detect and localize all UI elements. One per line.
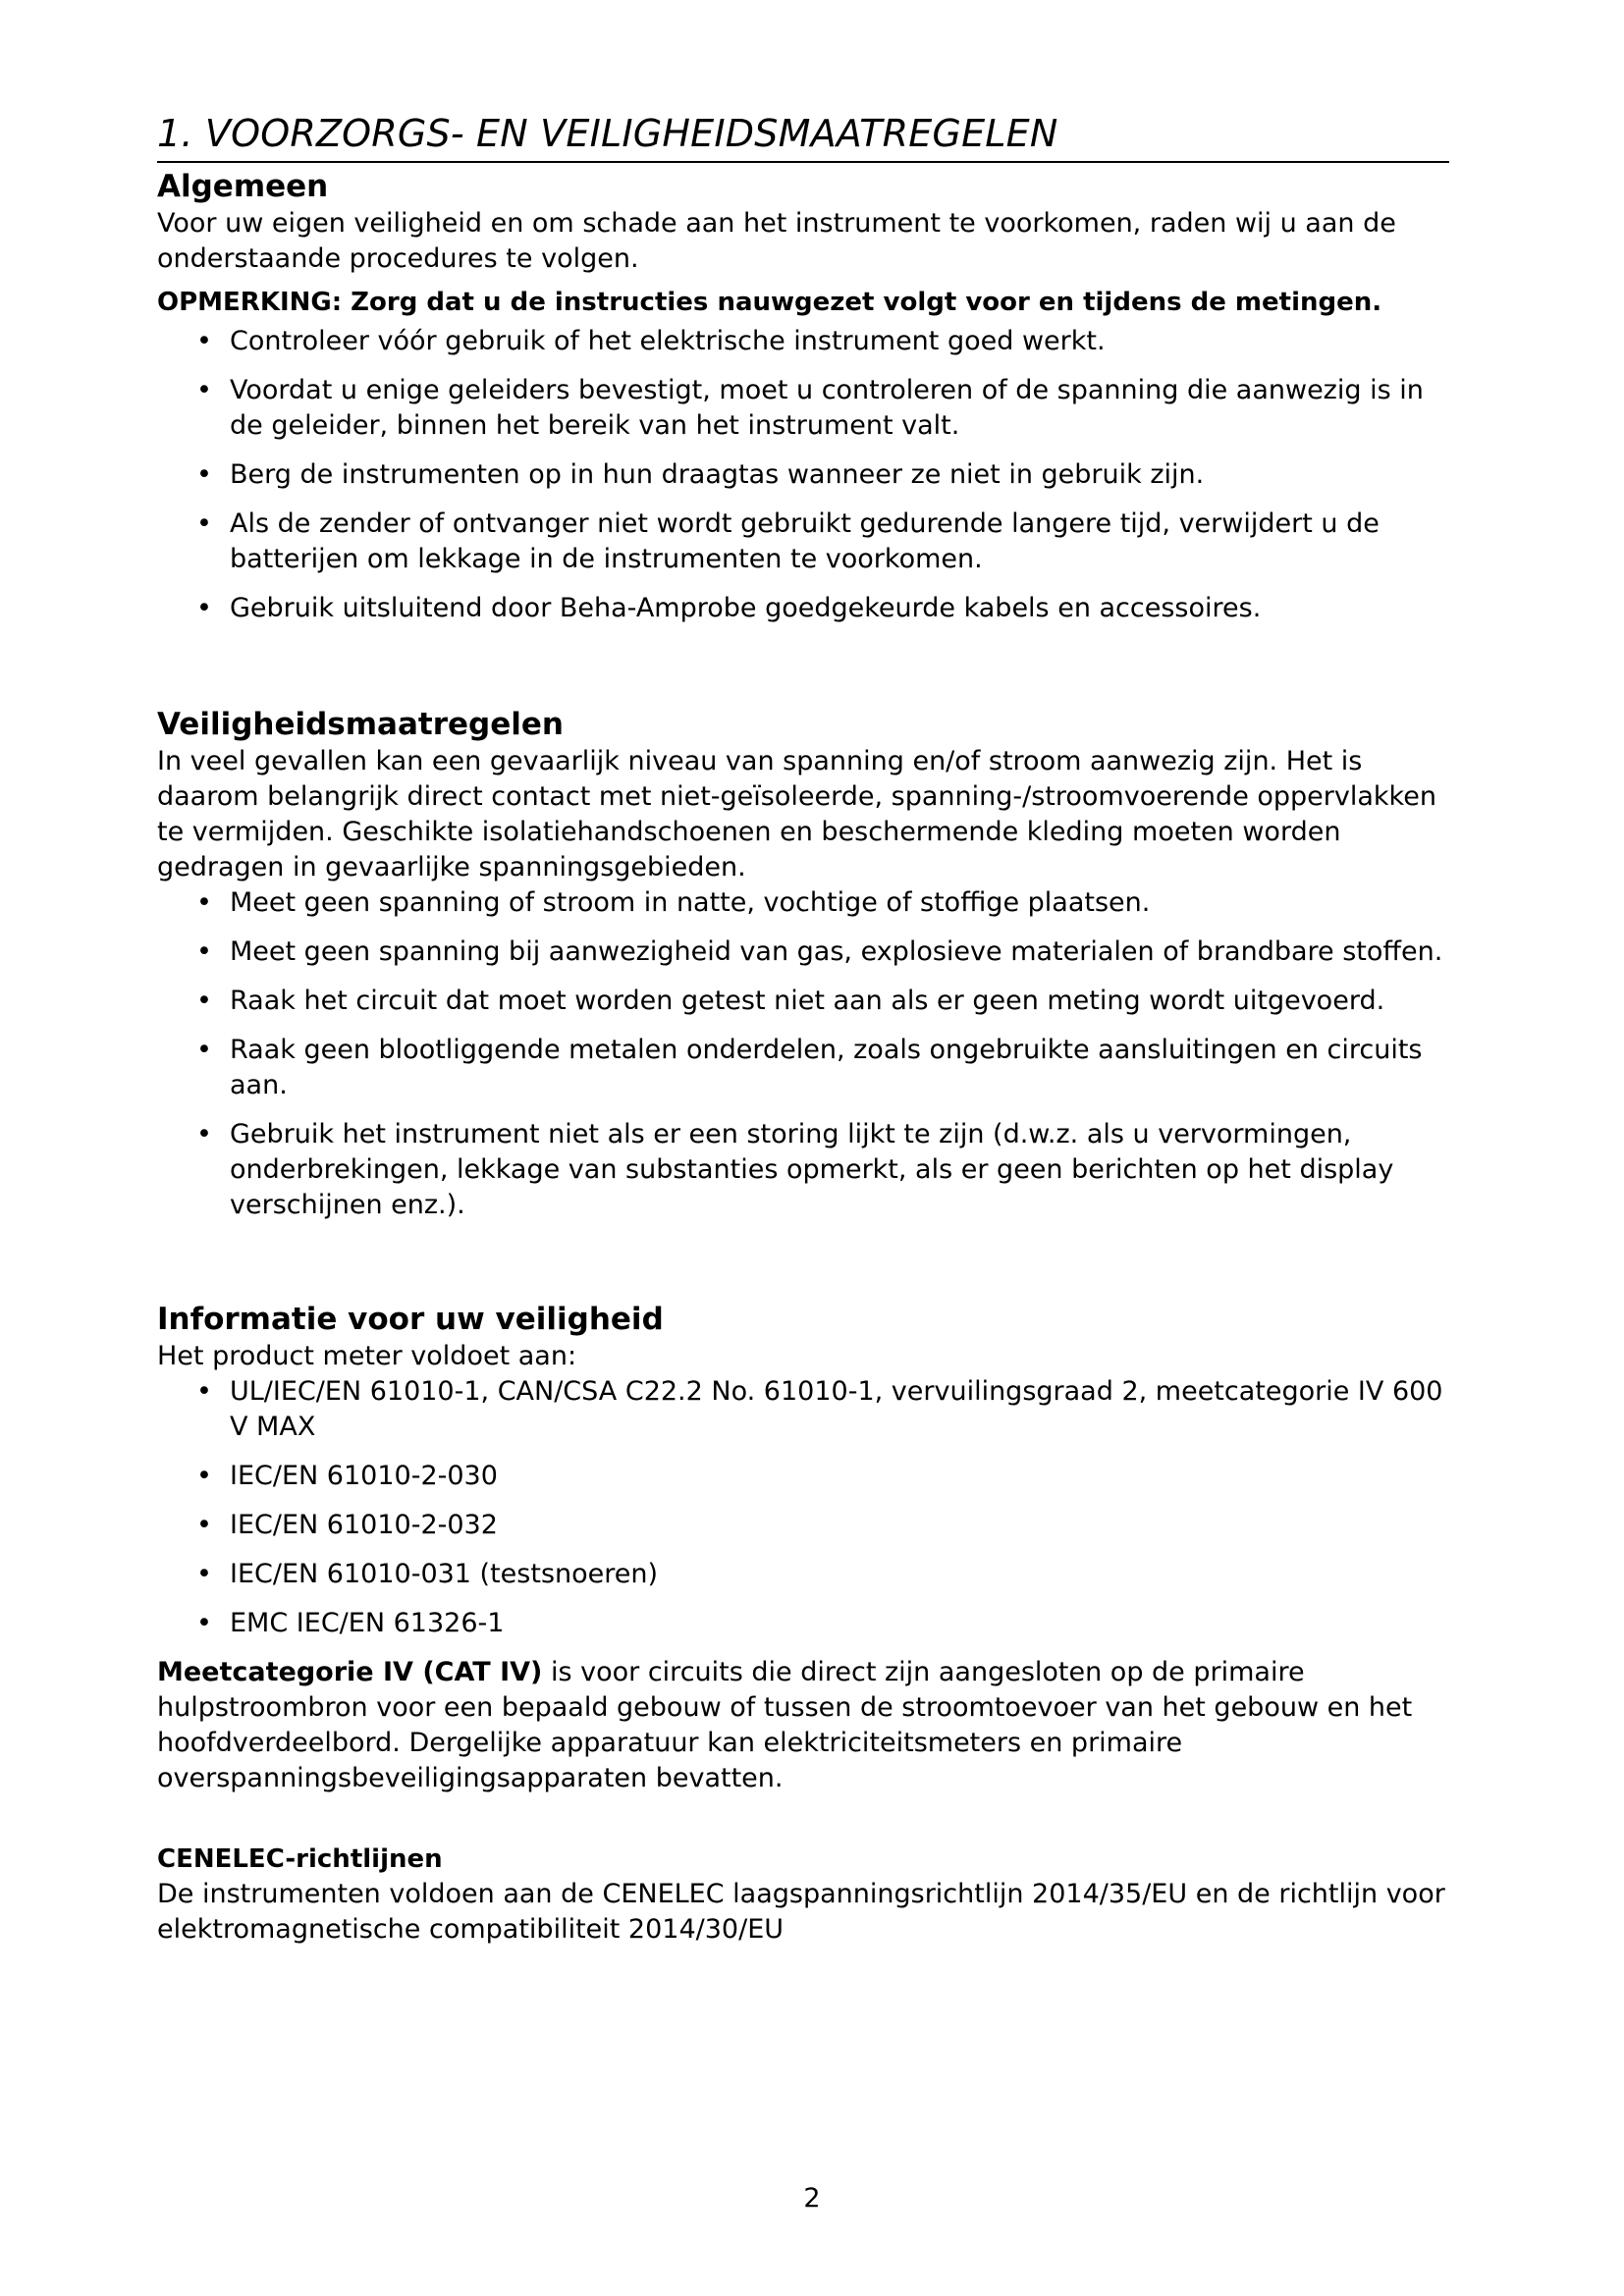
list-item: • Meet geen spanning of stroom in natte, vochtige of stoffige plaatsen. [157,885,1449,921]
section-intro-veiligheidsmaatregelen: In veel gevallen kan een gevaarlijk niveau van spanning en/of stroom aanwezig zijn. Het is daarom belangrijk direct contact met niet-geïsoleerde, spanning-/stroomvoerende oppervlakken te vermijden. Geschikte isolatiehandschoenen en beschermende kleding moeten worden gedragen in gevaarlijke spanningsgebieden. [157,746,1436,882]
list-item: • EMC IEC/EN 61326-1 [157,1606,1449,1641]
bullet-list-algemeen [157,324,1449,626]
subsection-title-cenelec: CENELEC-richtlijnen [157,1844,443,1874]
section-intro-algemeen: Voor uw eigen veiligheid en om schade aan het instrument te voorkomen, raden wij u aan de onderstaande procedures te volgen. [157,208,1396,274]
subsection-text-cenelec: De instrumenten voldoen aan de CENELEC laagspanningsrichtlijn 2014/35/EU en de richtlijn voor elektromagnetische compatibiliteit 2014/30/EU [157,1879,1445,1945]
section-title-veiligheidsmaatregelen: Veiligheidsmaatregelen [157,707,564,742]
page-number: 2 [803,2183,821,2214]
cat-iv-description: is voor circuits die direct zijn aangesloten op de primaire hulpstroombron voor een bepaald gebouw of tussen de stroomtoevoer van het gebouw en het hoofdverdeelbord. Dergelijke apparatuur kan elektriciteitsmeters en primaire overspanningsbeveiligingsapparaten bevatten. [157,1657,1413,1793]
list-item: • Raak geen blootliggende metalen onderdelen, zoals ongebruikte aansluitingen en circuits aan. [157,1033,1449,1103]
list-item: • Controleer vóór gebruik of het elektrische instrument goed werkt. [157,324,1449,359]
list-item: • Als de zender of ontvanger niet wordt gebruikt gedurende langere tijd, verwijdert u de batterijen om lekkage in de instrumenten te voorkomen. [157,507,1449,577]
list-item: • IEC/EN 61010-031 (testsnoeren) [157,1557,1449,1592]
list-item: • UL/IEC/EN 61010-1, CAN/CSA C22.2 No. 61010-1, vervuilingsgraad 2, meetcategorie IV 600 V MAX [157,1374,1449,1445]
list-item: • Raak het circuit dat moet worden getest niet aan als er geen meting wordt uitgevoerd. [157,984,1449,1019]
document-page [157,110,1449,1948]
bullet-list-informatie [157,1374,1449,1641]
list-item: • Berg de instrumenten op in hun draagtas wanneer ze niet in gebruik zijn. [157,457,1449,493]
chapter-title: 1. VOORZORGS- EN VEILIGHEIDSMAATREGELEN [157,110,1449,163]
list-item: • Gebruik het instrument niet als er een storing lijkt te zijn (d.w.z. als u vervormingen, onderbrekingen, lekkage van substanties opmerkt, als er geen berichten op het display verschijnen enz.). [157,1117,1449,1223]
cat-iv-term: Meetcategorie IV (CAT IV) [157,1657,543,1687]
list-item: • IEC/EN 61010-2-032 [157,1508,1449,1543]
list-item: • Gebruik uitsluitend door Beha-Amprobe goedgekeurde kabels en accessoires. [157,591,1449,626]
list-item: • Meet geen spanning bij aanwezigheid van gas, explosieve materialen of brandbare stoffen. [157,934,1449,970]
section-title-informatie: Informatie voor uw veiligheid [157,1302,664,1337]
note-text: OPMERKING: Zorg dat u de instructies nauwgezet volgt voor en tijdens de metingen. [157,288,1382,317]
list-item: • Voordat u enige geleiders bevestigt, moet u controleren of de spanning die aanwezig is in de geleider, binnen het bereik van het instrument valt. [157,373,1449,444]
section-intro-informatie: Het product meter voldoet aan: [157,1341,577,1371]
bullet-list-veiligheidsmaatregelen [157,885,1449,1223]
cat-iv-paragraph [157,1655,1449,1796]
list-item: • IEC/EN 61010-2-030 [157,1459,1449,1494]
section-title-algemeen: Algemeen [157,169,329,204]
